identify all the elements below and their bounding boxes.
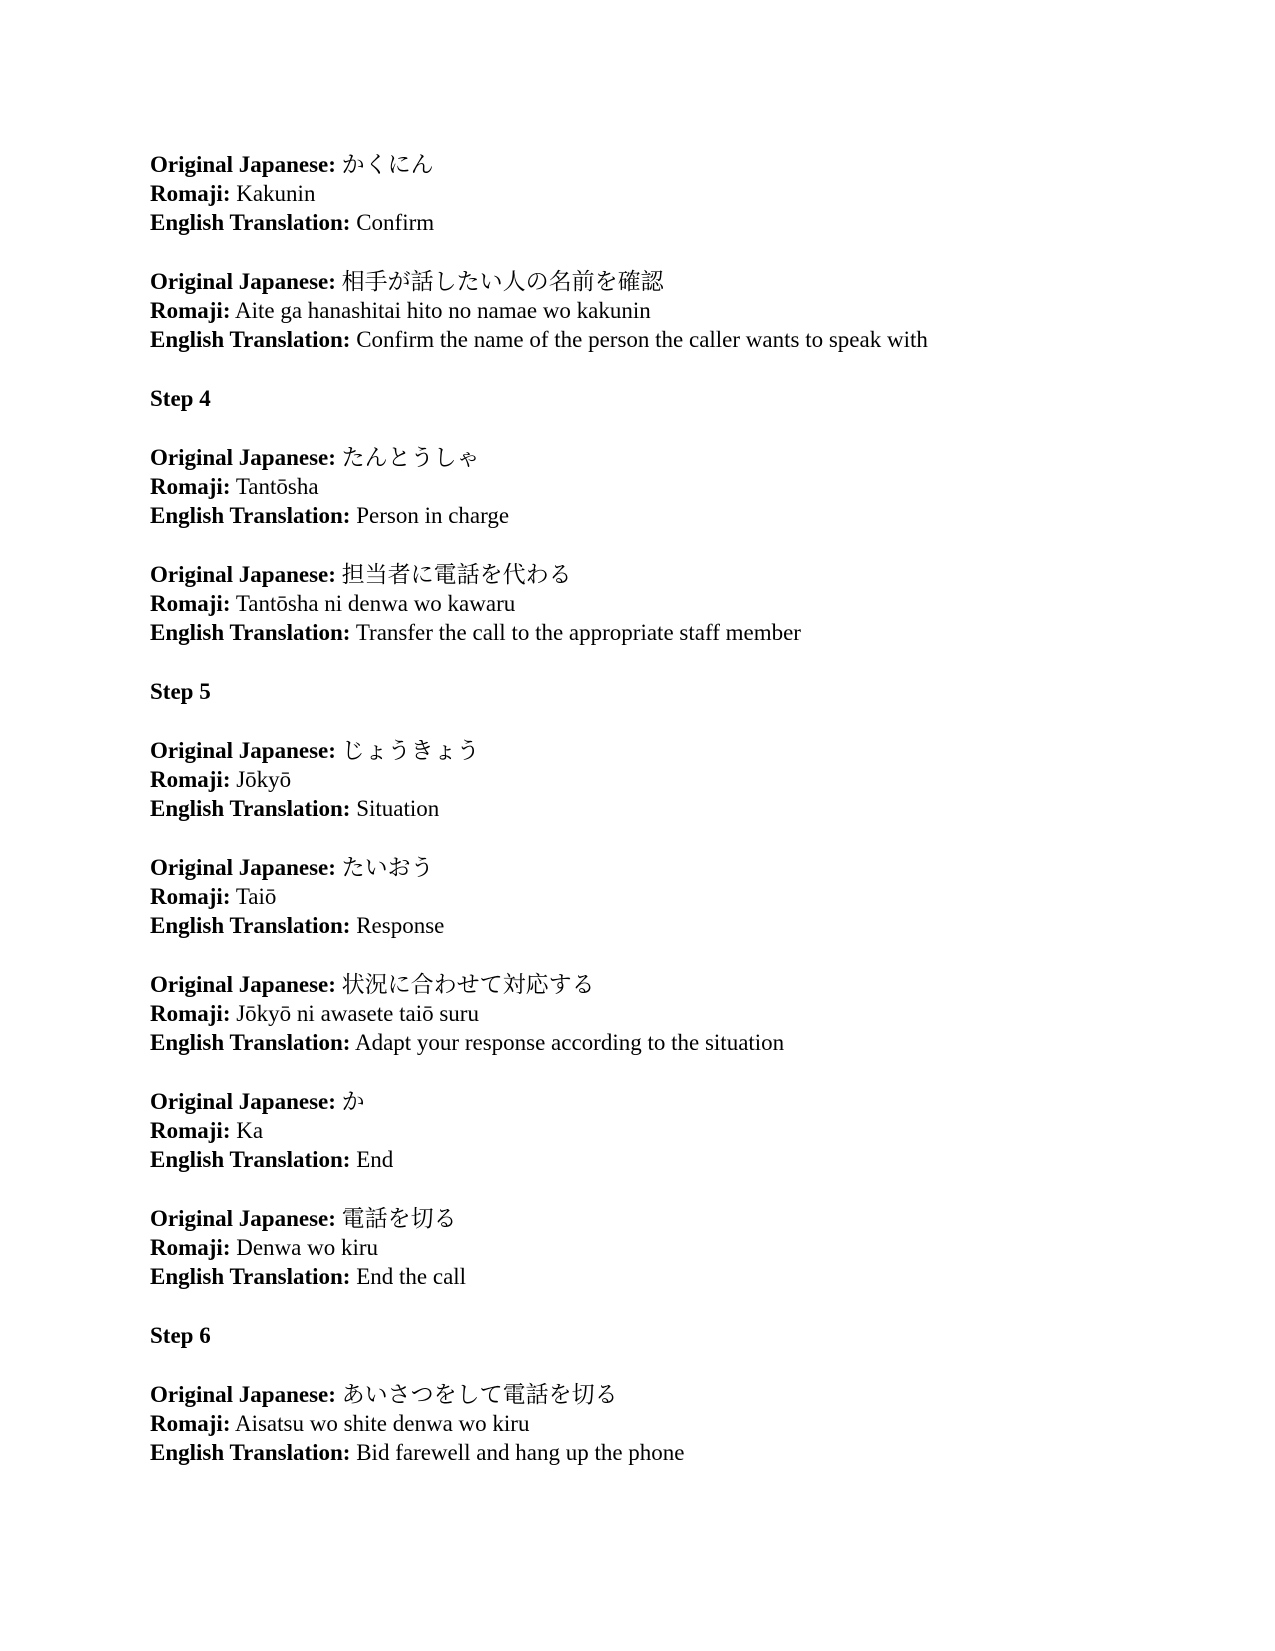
english-translation-value: Confirm the name of the person the caller wants to speak with [356, 327, 928, 352]
english-translation-value: Person in charge [356, 503, 510, 528]
original-japanese-value: たいおう [341, 855, 434, 880]
vocab-entry [150, 1087, 1160, 1174]
english-translation-label: English Translation: [150, 913, 351, 938]
vocab-entry [150, 970, 1160, 1057]
original-japanese-value: 状況に合わせて対応する [341, 972, 595, 997]
english-translation-line [150, 501, 1160, 530]
romaji-line [150, 1233, 1160, 1262]
romaji-label: Romaji: [150, 1411, 231, 1436]
step-heading: Step 6 [150, 1323, 211, 1348]
english-translation-label: English Translation: [150, 796, 351, 821]
original-japanese-label: Original Japanese: [150, 855, 336, 880]
original-japanese-line [150, 1204, 1160, 1233]
english-translation-line [150, 325, 1160, 354]
english-translation-line [150, 1438, 1160, 1467]
vocab-entry [150, 150, 1160, 237]
original-japanese-label: Original Japanese: [150, 1206, 336, 1231]
english-translation-line [150, 208, 1160, 237]
original-japanese-value: 相手が話したい人の名前を確認 [341, 269, 664, 294]
romaji-value: Kakunin [236, 181, 316, 206]
original-japanese-label: Original Japanese: [150, 562, 336, 587]
romaji-value: Denwa wo kiru [236, 1235, 379, 1260]
romaji-value: Ka [236, 1118, 264, 1143]
vocab-entry [150, 443, 1160, 530]
vocab-entry [150, 267, 1160, 354]
romaji-label: Romaji: [150, 1118, 231, 1143]
english-translation-value: End the call [356, 1264, 467, 1289]
original-japanese-line [150, 1380, 1160, 1409]
original-japanese-label: Original Japanese: [150, 972, 336, 997]
vocab-entry [150, 853, 1160, 940]
english-translation-line [150, 1145, 1160, 1174]
original-japanese-value: たんとうしゃ [341, 445, 480, 470]
original-japanese-label: Original Japanese: [150, 269, 336, 294]
original-japanese-line [150, 736, 1160, 765]
english-translation-label: English Translation: [150, 327, 351, 352]
original-japanese-line [150, 150, 1160, 179]
vocab-entry [150, 1380, 1160, 1467]
vocab-entry [150, 1204, 1160, 1291]
vocab-entry [150, 736, 1160, 823]
english-translation-value: Response [356, 913, 445, 938]
vocab-entry [150, 560, 1160, 647]
original-japanese-value: 担当者に電話を代わる [341, 562, 572, 587]
original-japanese-line [150, 853, 1160, 882]
romaji-label: Romaji: [150, 181, 231, 206]
english-translation-line [150, 911, 1160, 940]
original-japanese-value: か [341, 1089, 365, 1114]
original-japanese-value: じょうきょう [341, 738, 480, 763]
romaji-label: Romaji: [150, 298, 231, 323]
english-translation-label: English Translation: [150, 503, 351, 528]
original-japanese-value: あいさつをして電話を切る [341, 1382, 618, 1407]
step-heading: Step 4 [150, 386, 211, 411]
romaji-line [150, 882, 1160, 911]
english-translation-line [150, 618, 1160, 647]
original-japanese-label: Original Japanese: [150, 152, 336, 177]
original-japanese-label: Original Japanese: [150, 1089, 336, 1114]
romaji-value: Jōkyō [236, 767, 292, 792]
romaji-line [150, 179, 1160, 208]
english-translation-label: English Translation: [150, 1147, 351, 1172]
english-translation-value: Confirm [356, 210, 435, 235]
original-japanese-value: かくにん [341, 152, 434, 177]
romaji-label: Romaji: [150, 884, 231, 909]
romaji-value: Tantōsha ni denwa wo kawaru [235, 591, 516, 616]
original-japanese-label: Original Japanese: [150, 738, 336, 763]
romaji-value: Aite ga hanashitai hito no namae wo kakunin [234, 298, 651, 323]
romaji-line [150, 589, 1160, 618]
romaji-value: Aisatsu wo shite denwa wo kiru [234, 1411, 530, 1436]
original-japanese-value: 電話を切る [341, 1206, 457, 1231]
romaji-value: Tantōsha [235, 474, 319, 499]
original-japanese-line [150, 267, 1160, 296]
romaji-label: Romaji: [150, 474, 231, 499]
english-translation-value: End [356, 1147, 394, 1172]
original-japanese-label: Original Japanese: [150, 1382, 336, 1407]
original-japanese-line [150, 1087, 1160, 1116]
romaji-line [150, 999, 1160, 1028]
english-translation-label: English Translation: [150, 1264, 351, 1289]
english-translation-value: Adapt your response according to the situation [354, 1030, 785, 1055]
english-translation-label: English Translation: [150, 210, 351, 235]
romaji-line [150, 1409, 1160, 1438]
english-translation-value: Bid farewell and hang up the phone [356, 1440, 685, 1465]
romaji-label: Romaji: [150, 767, 231, 792]
romaji-line [150, 296, 1160, 325]
romaji-value: Jōkyō ni awasete taiō suru [236, 1001, 479, 1026]
original-japanese-label: Original Japanese: [150, 445, 336, 470]
english-translation-label: English Translation: [150, 620, 351, 645]
romaji-line [150, 472, 1160, 501]
romaji-label: Romaji: [150, 591, 231, 616]
english-translation-value: Transfer the call to the appropriate staff member [355, 620, 801, 645]
document-page [150, 150, 1160, 1497]
original-japanese-line [150, 560, 1160, 589]
original-japanese-line [150, 970, 1160, 999]
romaji-label: Romaji: [150, 1001, 231, 1026]
english-translation-line [150, 794, 1160, 823]
romaji-line [150, 1116, 1160, 1145]
romaji-line [150, 765, 1160, 794]
english-translation-label: English Translation: [150, 1440, 351, 1465]
original-japanese-line [150, 443, 1160, 472]
romaji-value: Taiō [235, 884, 277, 909]
english-translation-value: Situation [356, 796, 440, 821]
english-translation-label: English Translation: [150, 1030, 351, 1055]
romaji-label: Romaji: [150, 1235, 231, 1260]
english-translation-line [150, 1028, 1160, 1057]
english-translation-line [150, 1262, 1160, 1291]
step-heading: Step 5 [150, 679, 211, 704]
